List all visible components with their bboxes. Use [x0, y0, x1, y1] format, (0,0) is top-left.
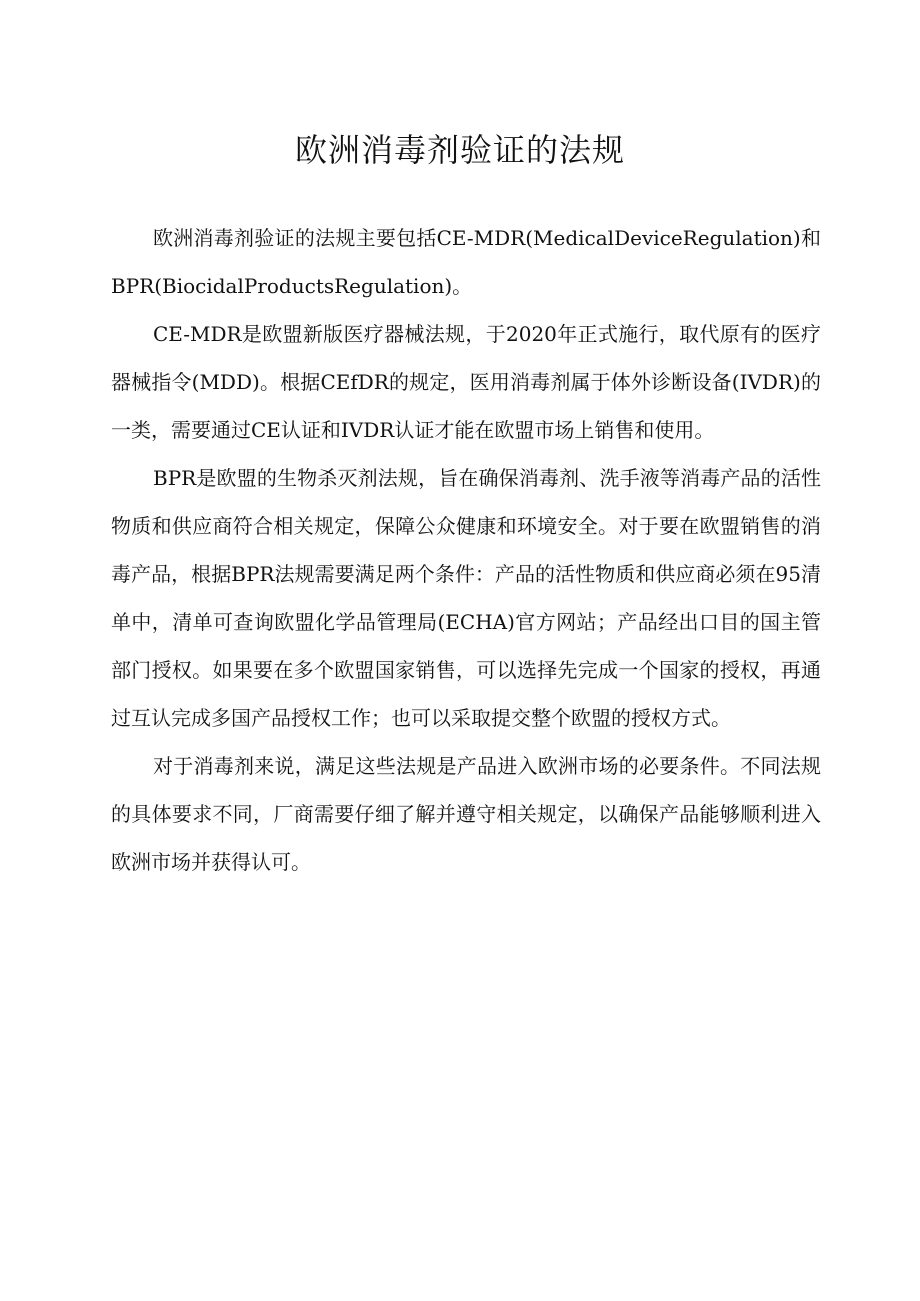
- paragraph-intro: 欧洲消毒剂验证的法规主要包括CE-MDR(MedicalDeviceRegulation)和BPR(BiocidalProductsRegulation)。: [111, 226, 821, 298]
- paragraph-ce-mdr: CE-MDR是欧盟新版医疗器械法规，于2020年正式施行，取代原有的医疗器械指令(MDD)。根据CEfDR的规定，医用消毒剂属于体外诊断设备(IVDR)的一类，需要通过CE认证和IVDR认证才能在欧盟市场上销售和使用。: [111, 322, 821, 442]
- paragraph-conclusion: 对于消毒剂来说，满足这些法规是产品进入欧洲市场的必要条件。不同法规的具体要求不同，厂商需要仔细了解并遵守相关规定，以确保产品能够顺利进入欧洲市场并获得认可。: [111, 754, 821, 874]
- document-body: [111, 214, 821, 886]
- paragraph-bpr: BPR是欧盟的生物杀灭剂法规，旨在确保消毒剂、洗手液等消毒产品的活性物质和供应商符合相关规定，保障公众健康和环境安全。对于要在欧盟销售的消毒产品，根据BPR法规需要满足两个条件：产品的活性物质和供应商必须在95清单中，清单可查询欧盟化学品管理局(ECHA)官方网站；产品经出口目的国主管部门授权。如果要在多个欧盟国家销售，可以选择先完成一个国家的授权，再通过互认完成多国产品授权工作；也可以采取提交整个欧盟的授权方式。: [111, 466, 821, 730]
- document-title: 欧洲消毒剂验证的法规: [294, 131, 625, 169]
